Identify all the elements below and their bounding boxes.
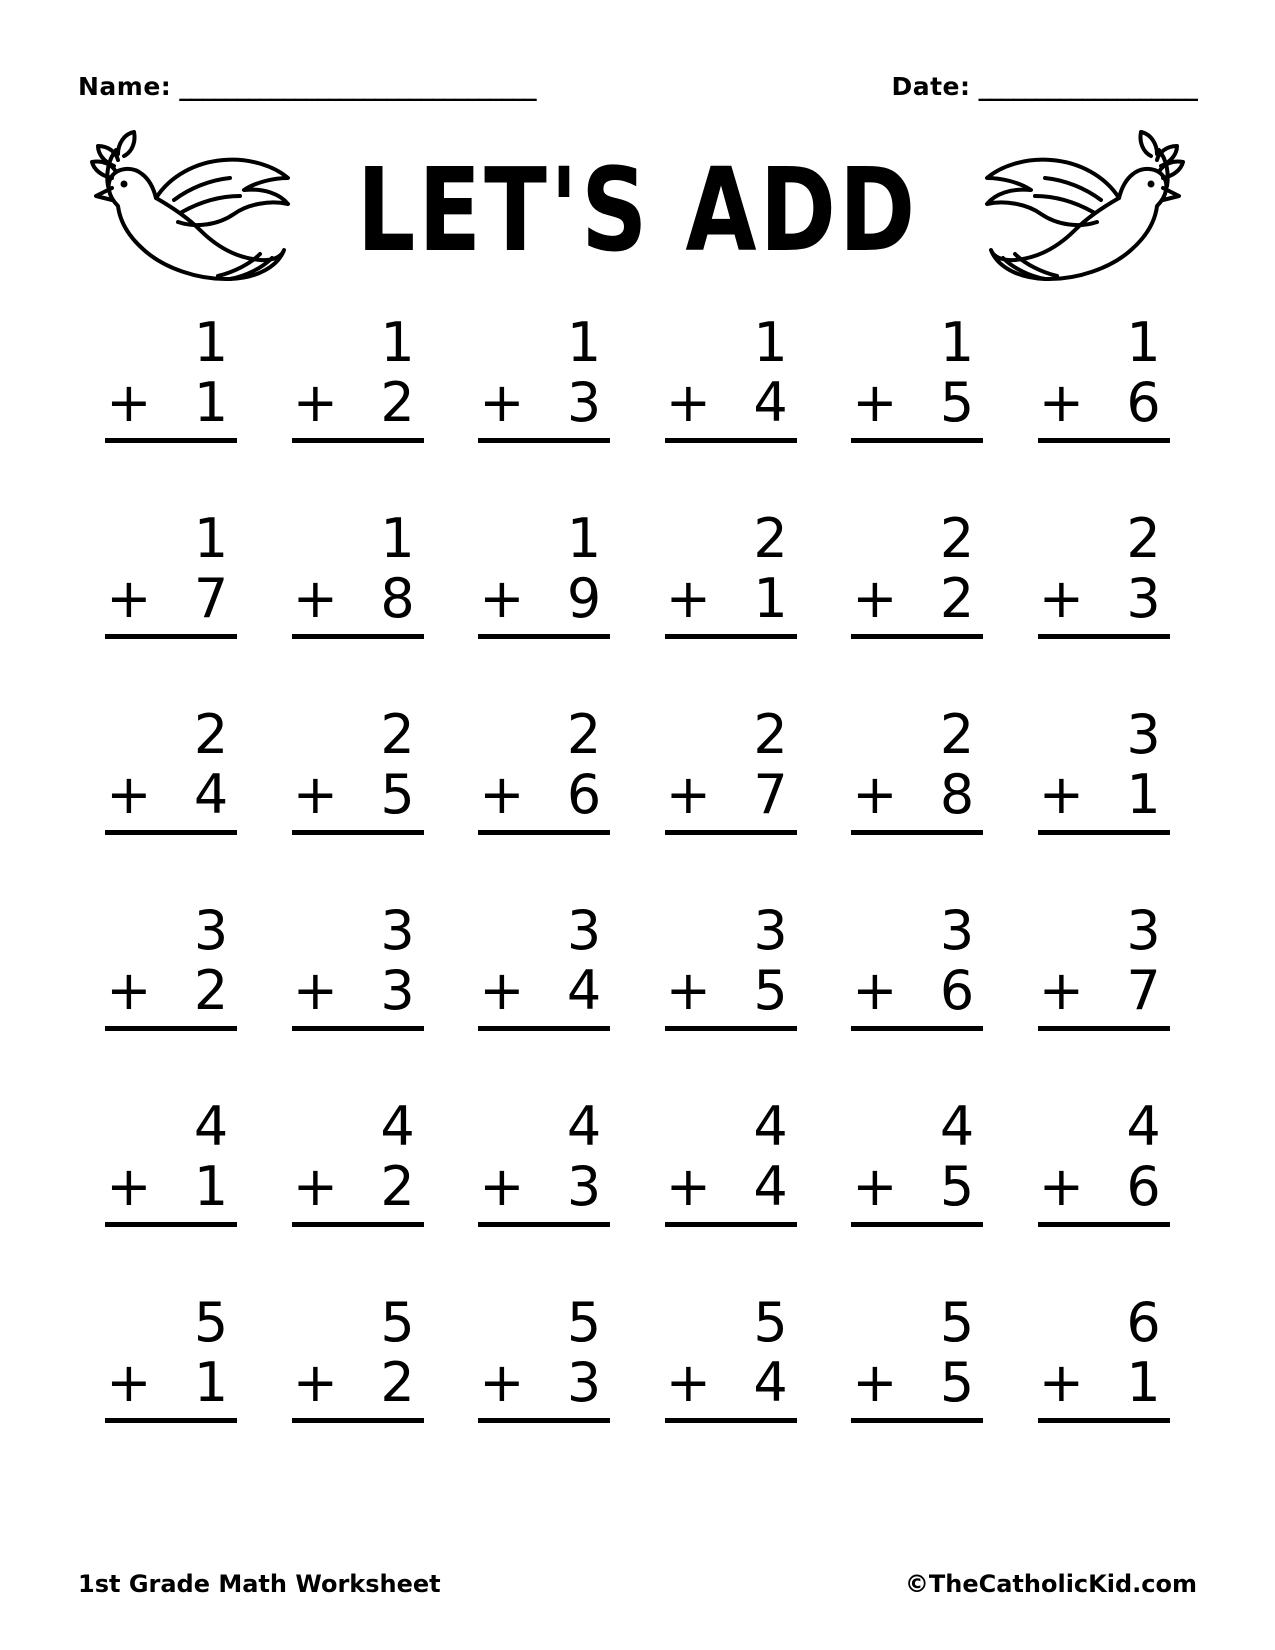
addend-bottom: 5 [380,763,415,826]
plus-operator-icon: + [665,1155,711,1218]
addend-top: 2 [753,507,788,570]
plus-operator-icon: + [479,1155,525,1218]
answer-line[interactable] [1038,634,1170,639]
problem-cell [824,311,1011,512]
plus-operator-icon: + [852,959,898,1022]
addend-top: 2 [939,507,975,570]
addition-problem [96,507,246,639]
addend-bottom: 5 [939,1155,975,1218]
title-band [78,123,1197,298]
answer-line[interactable] [1038,1418,1170,1423]
problem-cell [1011,311,1198,512]
addend-top: 4 [1126,1095,1161,1158]
problem-cell [824,1291,1011,1492]
addend-bottom-row [842,958,992,1022]
addend-bottom-row [842,1350,992,1414]
addition-problem [1029,703,1179,835]
name-label: Name: [78,72,172,101]
footer-credit-text: ©TheCatholicKid.com [904,1570,1197,1598]
addend-top: 5 [939,1291,975,1354]
addition-problem [283,1291,433,1423]
addend-bottom-row [842,566,992,630]
answer-line[interactable] [292,634,424,639]
addend-top: 4 [939,1095,975,1158]
plus-operator-icon: + [292,763,338,826]
problem-cell [1011,1291,1198,1492]
addend-top: 1 [380,311,415,374]
problem-cell [265,899,452,1100]
addend-top: 6 [1126,1291,1161,1354]
answer-line[interactable] [105,1418,237,1423]
date-write-line[interactable]: ___________________ [978,72,1197,101]
addend-top: 3 [1126,899,1161,962]
answer-line[interactable] [665,1418,797,1423]
addend-bottom: 1 [193,371,229,434]
addend-bottom: 3 [566,371,602,434]
addend-bottom-row [1029,370,1179,434]
addend-top: 2 [1126,507,1161,570]
addend-top: 5 [566,1291,602,1354]
addition-problem [656,703,806,835]
addition-problem [469,507,619,639]
date-label: Date: [891,72,971,101]
answer-line[interactable] [1038,438,1170,443]
problem-cell [1011,507,1198,708]
addend-bottom-row [1029,1350,1179,1414]
answer-line[interactable] [851,830,983,835]
addend-top: 3 [939,899,975,962]
answer-line[interactable] [851,634,983,639]
name-field [78,72,536,101]
plus-operator-icon: + [479,371,525,434]
answer-line[interactable] [1038,830,1170,835]
problem-cell [78,507,265,708]
addend-bottom-row [96,1154,246,1218]
addend-top: 5 [380,1291,415,1354]
addend-bottom-row [469,958,619,1022]
plus-operator-icon: + [292,371,338,434]
problem-cell [638,703,825,904]
addend-top: 5 [193,1291,229,1354]
problem-cell [265,507,452,708]
addition-problem [96,703,246,835]
addend-bottom-row [283,958,433,1022]
addend-bottom: 2 [380,1351,415,1414]
addend-top: 3 [380,899,415,962]
plus-operator-icon: + [665,959,711,1022]
addition-problem [656,1291,806,1423]
plus-operator-icon: + [665,567,711,630]
addend-bottom: 6 [939,959,975,1022]
problem-cell [451,703,638,904]
page-footer [78,1570,1197,1598]
problem-cell [638,1095,825,1296]
addition-problem [469,311,619,443]
addend-bottom: 3 [566,1155,602,1218]
addend-top: 3 [193,899,229,962]
name-write-line[interactable]: _______________________________ [179,72,536,101]
addend-bottom: 6 [566,763,602,826]
answer-line[interactable] [1038,1026,1170,1031]
addend-bottom: 9 [566,567,602,630]
addend-top: 1 [193,311,229,374]
addition-problem [842,1291,992,1423]
addend-bottom: 4 [753,1351,788,1414]
addend-bottom-row [1029,958,1179,1022]
problem-cell [824,507,1011,708]
answer-line[interactable] [851,438,983,443]
addend-top: 2 [193,703,229,766]
answer-line[interactable] [105,634,237,639]
addend-bottom: 6 [1126,371,1161,434]
addend-bottom-row [1029,762,1179,826]
addend-bottom: 1 [753,567,788,630]
answer-line[interactable] [105,438,237,443]
problem-cell [265,1291,452,1492]
addend-top: 1 [193,507,229,570]
addition-problem [1029,311,1179,443]
addend-bottom-row [842,762,992,826]
answer-line[interactable] [665,438,797,443]
problem-cell [638,311,825,512]
addend-bottom-row [656,762,806,826]
problem-cell [265,311,452,512]
addend-bottom-row [842,1154,992,1218]
addend-bottom-row [96,958,246,1022]
plus-operator-icon: + [1038,1155,1084,1218]
page-title: LET'S ADD [356,143,919,277]
addend-bottom: 3 [566,1351,602,1414]
addend-bottom-row [96,762,246,826]
problem-cell [638,507,825,708]
plus-operator-icon: + [292,1351,338,1414]
addend-top: 2 [753,703,788,766]
addend-bottom: 8 [380,567,415,630]
date-field [891,72,1197,101]
answer-line[interactable] [665,1026,797,1031]
addend-top: 4 [380,1095,415,1158]
plus-operator-icon: + [665,371,711,434]
problem-cell [78,311,265,512]
addition-problem [1029,1095,1179,1227]
addend-bottom: 7 [753,763,788,826]
addition-problem [469,899,619,1031]
plus-operator-icon: + [1038,959,1084,1022]
addend-top: 2 [566,703,602,766]
addend-bottom: 2 [380,1155,415,1218]
addition-problem [283,899,433,1031]
plus-operator-icon: + [292,959,338,1022]
answer-line[interactable] [292,1222,424,1227]
answer-line[interactable] [292,830,424,835]
addend-bottom-row [96,1350,246,1414]
plus-operator-icon: + [479,567,525,630]
addend-top: 5 [753,1291,788,1354]
addend-bottom: 1 [1126,763,1161,826]
addend-bottom-row [283,566,433,630]
answer-line[interactable] [478,1026,610,1031]
addend-bottom: 5 [753,959,788,1022]
addition-problem [469,703,619,835]
addition-problem [656,507,806,639]
addition-problem [469,1291,619,1423]
problem-cell [78,1095,265,1296]
addend-top: 1 [566,507,602,570]
plus-operator-icon: + [1038,1351,1084,1414]
addend-bottom-row [283,762,433,826]
addend-bottom-row [469,370,619,434]
answer-line[interactable] [105,1026,237,1031]
problem-cell [638,899,825,1100]
problem-cell [1011,899,1198,1100]
addition-problem [656,311,806,443]
addend-bottom: 2 [939,567,975,630]
problem-cell [1011,703,1198,904]
addend-bottom: 5 [939,371,975,434]
addend-bottom: 1 [193,1351,229,1414]
addition-problem [96,1095,246,1227]
addend-bottom-row [656,1154,806,1218]
plus-operator-icon: + [106,763,152,826]
addition-problem [283,311,433,443]
addend-top: 3 [1126,703,1161,766]
addition-problem [656,899,806,1031]
answer-line[interactable] [665,830,797,835]
addition-problem [842,899,992,1031]
plus-operator-icon: + [1038,763,1084,826]
addition-problem [842,1095,992,1227]
plus-operator-icon: + [852,1351,898,1414]
problem-cell [78,703,265,904]
answer-line[interactable] [105,830,237,835]
plus-operator-icon: + [479,763,525,826]
answer-line[interactable] [292,1418,424,1423]
addend-top: 4 [566,1095,602,1158]
problem-cell [265,1095,452,1296]
addend-bottom-row [96,370,246,434]
addend-bottom: 7 [193,567,229,630]
answer-line[interactable] [292,438,424,443]
answer-line[interactable] [292,1026,424,1031]
answer-line[interactable] [851,1222,983,1227]
addend-top: 3 [566,899,602,962]
addend-bottom-row [283,1154,433,1218]
addend-bottom-row [656,1350,806,1414]
plus-operator-icon: + [106,1351,152,1414]
problem-cell [824,1095,1011,1296]
answer-line[interactable] [105,1222,237,1227]
addend-bottom-row [656,958,806,1022]
plus-operator-icon: + [479,959,525,1022]
addend-bottom: 4 [566,959,602,1022]
addend-top: 1 [566,311,602,374]
problem-cell [451,1291,638,1492]
answer-line[interactable] [665,634,797,639]
addend-bottom: 3 [1126,567,1161,630]
addend-top: 2 [939,703,975,766]
plus-operator-icon: + [106,567,152,630]
addend-bottom-row [469,762,619,826]
answer-line[interactable] [851,1418,983,1423]
addition-problem [842,703,992,835]
addend-top: 4 [193,1095,229,1158]
addition-problem [283,1095,433,1227]
addend-bottom: 3 [380,959,415,1022]
problem-cell [824,703,1011,904]
plus-operator-icon: + [106,959,152,1022]
answer-line[interactable] [478,1222,610,1227]
answer-line[interactable] [1038,1222,1170,1227]
plus-operator-icon: + [1038,371,1084,434]
addend-bottom-row [1029,566,1179,630]
plus-operator-icon: + [852,763,898,826]
answer-line[interactable] [478,438,610,443]
addend-bottom-row [469,1350,619,1414]
addition-problem [1029,899,1179,1031]
addend-bottom-row [656,566,806,630]
problem-cell [824,899,1011,1100]
addend-top: 1 [753,311,788,374]
addend-bottom: 7 [1126,959,1161,1022]
addend-bottom-row [469,566,619,630]
addend-top: 1 [380,507,415,570]
addition-problem [96,1291,246,1423]
addend-bottom-row [1029,1154,1179,1218]
addend-top: 1 [939,311,975,374]
dove-with-olive-branch-icon [982,126,1197,296]
addition-problem [842,507,992,639]
footer-left-text: 1st Grade Math Worksheet [78,1570,441,1598]
addend-bottom-row [96,566,246,630]
plus-operator-icon: + [106,1155,152,1218]
addend-bottom: 2 [193,959,229,1022]
answer-line[interactable] [665,1222,797,1227]
plus-operator-icon: + [852,1155,898,1218]
problem-cell [451,507,638,708]
addend-bottom-row [656,370,806,434]
addition-problem [656,1095,806,1227]
problem-cell [451,1095,638,1296]
student-info-line [78,72,1197,101]
addend-bottom: 8 [939,763,975,826]
addition-problem [842,311,992,443]
problem-cell [78,1291,265,1492]
plus-operator-icon: + [665,763,711,826]
plus-operator-icon: + [479,1351,525,1414]
answer-line[interactable] [478,634,610,639]
addition-problem [96,311,246,443]
addend-bottom: 5 [939,1351,975,1414]
answer-line[interactable] [851,1026,983,1031]
addend-bottom-row [283,1350,433,1414]
dove-with-olive-branch-icon [78,126,293,296]
plus-operator-icon: + [292,567,338,630]
addend-top: 1 [1126,311,1161,374]
addend-top: 2 [380,703,415,766]
plus-operator-icon: + [852,371,898,434]
addend-bottom: 1 [193,1155,229,1218]
addend-bottom: 4 [753,371,788,434]
addend-bottom: 1 [1126,1351,1161,1414]
problem-cell [451,899,638,1100]
plus-operator-icon: + [106,371,152,434]
addition-problem [96,899,246,1031]
addend-bottom: 6 [1126,1155,1161,1218]
addend-bottom: 4 [753,1155,788,1218]
problem-cell [638,1291,825,1492]
plus-operator-icon: + [665,1351,711,1414]
plus-operator-icon: + [1038,567,1084,630]
problem-cell [1011,1095,1198,1296]
addend-bottom-row [842,370,992,434]
addend-bottom-row [469,1154,619,1218]
addend-top: 4 [753,1095,788,1158]
addition-problem [1029,1291,1179,1423]
addition-problem [283,703,433,835]
addend-bottom: 4 [193,763,229,826]
addition-problem [1029,507,1179,639]
problem-grid [78,311,1197,1492]
addend-bottom: 2 [380,371,415,434]
answer-line[interactable] [478,830,610,835]
answer-line[interactable] [478,1418,610,1423]
addend-top: 3 [753,899,788,962]
addition-problem [283,507,433,639]
problem-cell [451,311,638,512]
plus-operator-icon: + [292,1155,338,1218]
problem-cell [78,899,265,1100]
addition-problem [469,1095,619,1227]
addend-bottom-row [283,370,433,434]
plus-operator-icon: + [852,567,898,630]
problem-cell [265,703,452,904]
